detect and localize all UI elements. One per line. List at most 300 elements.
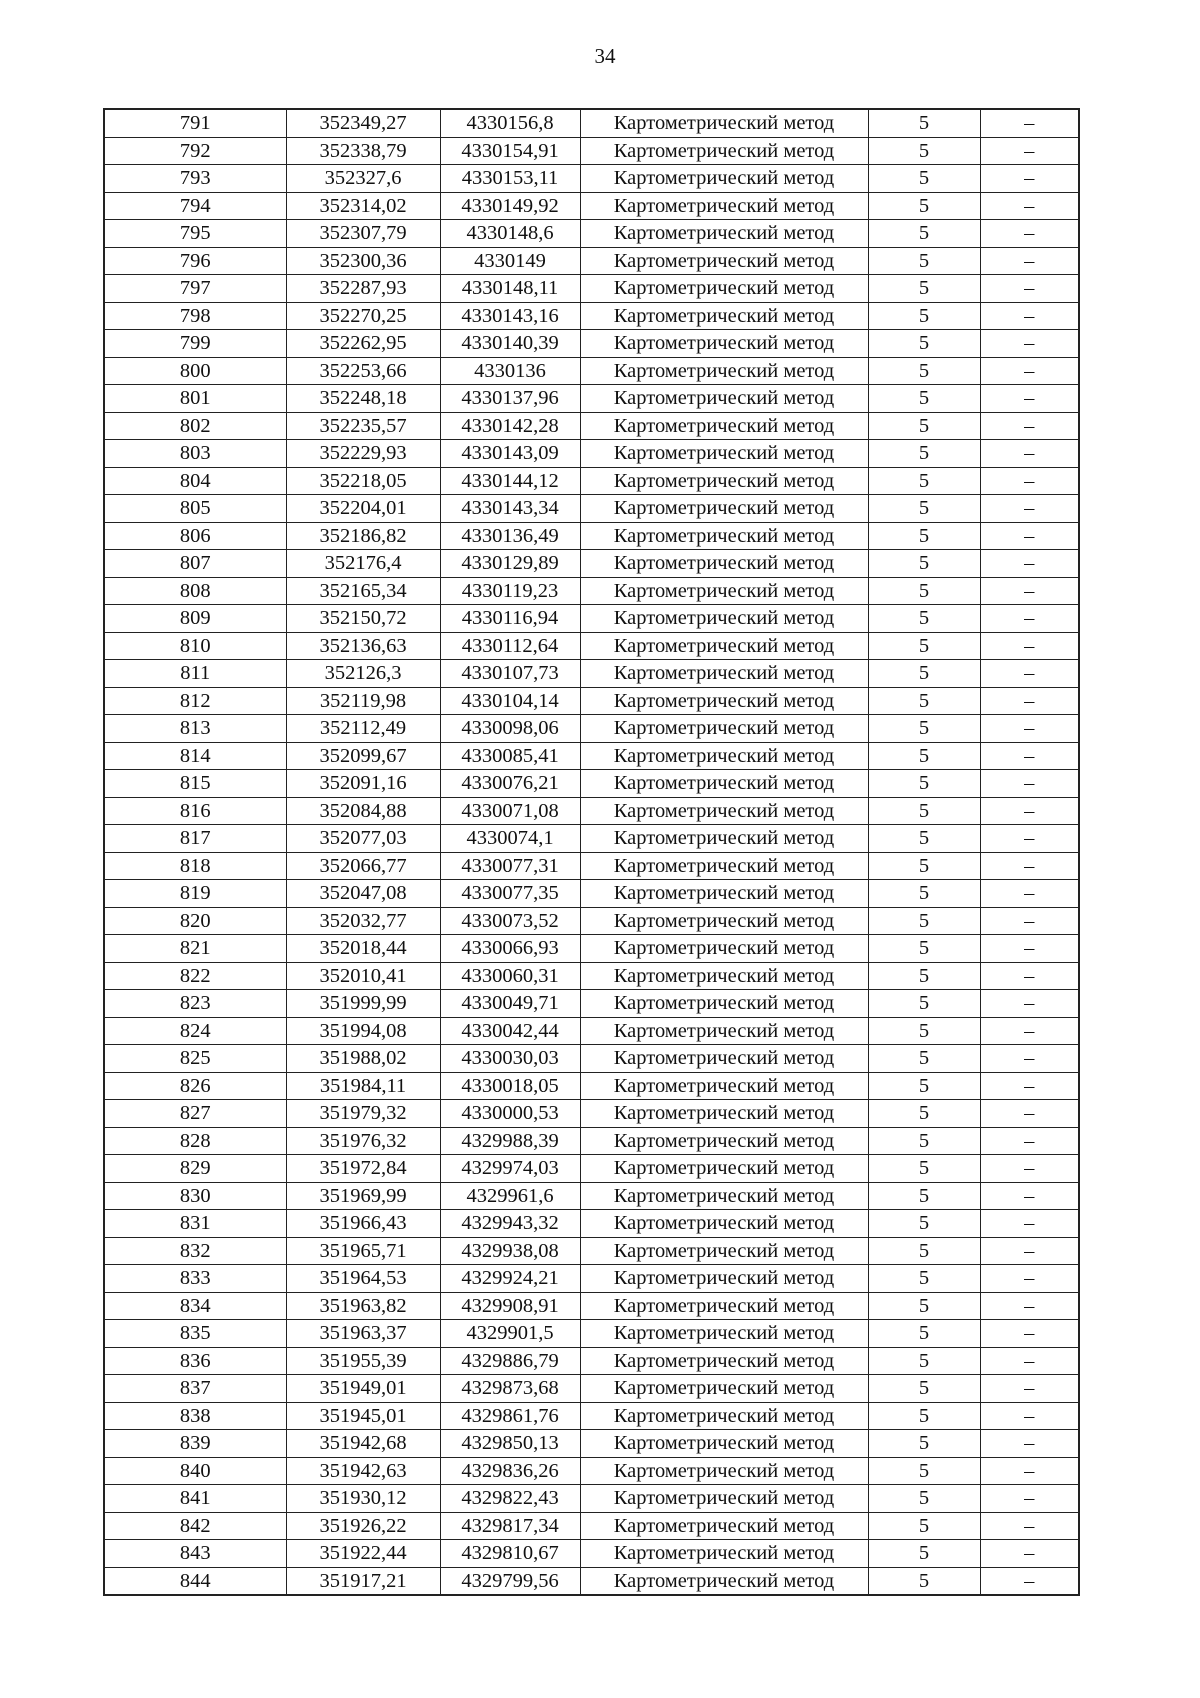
table-row — [104, 880, 1079, 908]
accuracy-cell: 5 — [868, 1485, 980, 1513]
description-cell: – — [980, 1540, 1079, 1568]
description-cell: – — [980, 1320, 1079, 1348]
description-cell: – — [980, 247, 1079, 275]
accuracy-cell: 5 — [868, 440, 980, 468]
x-coordinate-cell: 352126,3 — [286, 660, 440, 688]
accuracy-cell: 5 — [868, 1347, 980, 1375]
x-coordinate-cell: 352204,01 — [286, 495, 440, 523]
table-row — [104, 1457, 1079, 1485]
method-cell: Картометрический метод — [580, 440, 868, 468]
x-coordinate-cell: 352091,16 — [286, 770, 440, 798]
point-number-cell: 836 — [104, 1347, 286, 1375]
method-cell: Картометрический метод — [580, 275, 868, 303]
table-row — [104, 1265, 1079, 1293]
point-number-cell: 820 — [104, 907, 286, 935]
point-number-cell: 794 — [104, 192, 286, 220]
point-number-cell: 831 — [104, 1210, 286, 1238]
accuracy-cell: 5 — [868, 907, 980, 935]
x-coordinate-cell: 351988,02 — [286, 1045, 440, 1073]
method-cell: Картометрический метод — [580, 687, 868, 715]
table-row — [104, 632, 1079, 660]
table-row — [104, 852, 1079, 880]
method-cell: Картометрический метод — [580, 825, 868, 853]
accuracy-cell: 5 — [868, 1072, 980, 1100]
x-coordinate-cell: 351930,12 — [286, 1485, 440, 1513]
table-row — [104, 440, 1079, 468]
point-number-cell: 792 — [104, 137, 286, 165]
x-coordinate-cell: 352300,36 — [286, 247, 440, 275]
table-row — [104, 495, 1079, 523]
y-coordinate-cell: 4329850,13 — [440, 1430, 580, 1458]
description-cell: – — [980, 852, 1079, 880]
point-number-cell: 837 — [104, 1375, 286, 1403]
y-coordinate-cell: 4329901,5 — [440, 1320, 580, 1348]
accuracy-cell: 5 — [868, 1292, 980, 1320]
y-coordinate-cell: 4330104,14 — [440, 687, 580, 715]
table-row — [104, 1567, 1079, 1595]
x-coordinate-cell: 352186,82 — [286, 522, 440, 550]
x-coordinate-cell: 352314,02 — [286, 192, 440, 220]
x-coordinate-cell: 351945,01 — [286, 1402, 440, 1430]
y-coordinate-cell: 4329810,67 — [440, 1540, 580, 1568]
accuracy-cell: 5 — [868, 825, 980, 853]
description-cell: – — [980, 577, 1079, 605]
description-cell: – — [980, 687, 1079, 715]
x-coordinate-cell: 352235,57 — [286, 412, 440, 440]
method-cell: Картометрический метод — [580, 1265, 868, 1293]
description-cell: – — [980, 192, 1079, 220]
accuracy-cell: 5 — [868, 632, 980, 660]
accuracy-cell: 5 — [868, 1457, 980, 1485]
table-row — [104, 1375, 1079, 1403]
y-coordinate-cell: 4330154,91 — [440, 137, 580, 165]
description-cell: – — [980, 1512, 1079, 1540]
accuracy-cell: 5 — [868, 770, 980, 798]
y-coordinate-cell: 4329924,21 — [440, 1265, 580, 1293]
y-coordinate-cell: 4330042,44 — [440, 1017, 580, 1045]
x-coordinate-cell: 352229,93 — [286, 440, 440, 468]
x-coordinate-cell: 351994,08 — [286, 1017, 440, 1045]
method-cell: Картометрический метод — [580, 330, 868, 358]
table-row — [104, 935, 1079, 963]
point-number-cell: 802 — [104, 412, 286, 440]
accuracy-cell: 5 — [868, 1512, 980, 1540]
table-row — [104, 302, 1079, 330]
method-cell: Картометрический метод — [580, 1045, 868, 1073]
y-coordinate-cell: 4330098,06 — [440, 715, 580, 743]
y-coordinate-cell: 4330049,71 — [440, 990, 580, 1018]
point-number-cell: 793 — [104, 165, 286, 193]
method-cell: Картометрический метод — [580, 1127, 868, 1155]
table-row — [104, 825, 1079, 853]
y-coordinate-cell: 4329961,6 — [440, 1182, 580, 1210]
accuracy-cell: 5 — [868, 165, 980, 193]
x-coordinate-cell: 351972,84 — [286, 1155, 440, 1183]
point-number-cell: 843 — [104, 1540, 286, 1568]
x-coordinate-cell: 351965,71 — [286, 1237, 440, 1265]
point-number-cell: 842 — [104, 1512, 286, 1540]
method-cell: Картометрический метод — [580, 632, 868, 660]
description-cell: – — [980, 990, 1079, 1018]
method-cell: Картометрический метод — [580, 1347, 868, 1375]
point-number-cell: 796 — [104, 247, 286, 275]
method-cell: Картометрический метод — [580, 467, 868, 495]
method-cell: Картометрический метод — [580, 880, 868, 908]
method-cell: Картометрический метод — [580, 797, 868, 825]
point-number-cell: 817 — [104, 825, 286, 853]
x-coordinate-cell: 352253,66 — [286, 357, 440, 385]
accuracy-cell: 5 — [868, 412, 980, 440]
x-coordinate-cell: 351976,32 — [286, 1127, 440, 1155]
table-row — [104, 1100, 1079, 1128]
table-row — [104, 1347, 1079, 1375]
y-coordinate-cell: 4330144,12 — [440, 467, 580, 495]
description-cell: – — [980, 797, 1079, 825]
accuracy-cell: 5 — [868, 880, 980, 908]
x-coordinate-cell: 351999,99 — [286, 990, 440, 1018]
description-cell: – — [980, 550, 1079, 578]
accuracy-cell: 5 — [868, 109, 980, 137]
accuracy-cell: 5 — [868, 1320, 980, 1348]
y-coordinate-cell: 4330153,11 — [440, 165, 580, 193]
method-cell: Картометрический метод — [580, 990, 868, 1018]
accuracy-cell: 5 — [868, 1100, 980, 1128]
accuracy-cell: 5 — [868, 1375, 980, 1403]
x-coordinate-cell: 352270,25 — [286, 302, 440, 330]
method-cell: Картометрический метод — [580, 935, 868, 963]
method-cell: Картометрический метод — [580, 852, 868, 880]
method-cell: Картометрический метод — [580, 1430, 868, 1458]
table-row — [104, 577, 1079, 605]
y-coordinate-cell: 4329861,76 — [440, 1402, 580, 1430]
y-coordinate-cell: 4330119,23 — [440, 577, 580, 605]
point-number-cell: 810 — [104, 632, 286, 660]
coordinates-table — [103, 108, 1080, 1596]
x-coordinate-cell: 352248,18 — [286, 385, 440, 413]
y-coordinate-cell: 4330149,92 — [440, 192, 580, 220]
table-row — [104, 137, 1079, 165]
y-coordinate-cell: 4330066,93 — [440, 935, 580, 963]
table-row — [104, 330, 1079, 358]
accuracy-cell: 5 — [868, 852, 980, 880]
point-number-cell: 825 — [104, 1045, 286, 1073]
x-coordinate-cell: 352077,03 — [286, 825, 440, 853]
accuracy-cell: 5 — [868, 1045, 980, 1073]
point-number-cell: 816 — [104, 797, 286, 825]
description-cell: – — [980, 1155, 1079, 1183]
x-coordinate-cell: 351922,44 — [286, 1540, 440, 1568]
y-coordinate-cell: 4329988,39 — [440, 1127, 580, 1155]
point-number-cell: 835 — [104, 1320, 286, 1348]
accuracy-cell: 5 — [868, 1127, 980, 1155]
method-cell: Картометрический метод — [580, 742, 868, 770]
x-coordinate-cell: 351955,39 — [286, 1347, 440, 1375]
description-cell: – — [980, 660, 1079, 688]
accuracy-cell: 5 — [868, 302, 980, 330]
accuracy-cell: 5 — [868, 660, 980, 688]
method-cell: Картометрический метод — [580, 1155, 868, 1183]
y-coordinate-cell: 4330077,35 — [440, 880, 580, 908]
y-coordinate-cell: 4330030,03 — [440, 1045, 580, 1073]
description-cell: – — [980, 1457, 1079, 1485]
description-cell: – — [980, 495, 1079, 523]
accuracy-cell: 5 — [868, 577, 980, 605]
point-number-cell: 812 — [104, 687, 286, 715]
description-cell: – — [980, 467, 1079, 495]
point-number-cell: 830 — [104, 1182, 286, 1210]
method-cell: Картометрический метод — [580, 302, 868, 330]
table-row — [104, 1292, 1079, 1320]
method-cell: Картометрический метод — [580, 770, 868, 798]
description-cell: – — [980, 275, 1079, 303]
accuracy-cell: 5 — [868, 1567, 980, 1595]
method-cell: Картометрический метод — [580, 1017, 868, 1045]
table-row — [104, 220, 1079, 248]
method-cell: Картометрический метод — [580, 165, 868, 193]
description-cell: – — [980, 1182, 1079, 1210]
table-row — [104, 357, 1079, 385]
method-cell: Картометрический метод — [580, 192, 868, 220]
y-coordinate-cell: 4330140,39 — [440, 330, 580, 358]
method-cell: Картометрический метод — [580, 1182, 868, 1210]
table-row — [104, 742, 1079, 770]
table-row — [104, 1155, 1079, 1183]
point-number-cell: 844 — [104, 1567, 286, 1595]
accuracy-cell: 5 — [868, 1430, 980, 1458]
description-cell: – — [980, 1485, 1079, 1513]
table-row — [104, 715, 1079, 743]
description-cell: – — [980, 1347, 1079, 1375]
description-cell: – — [980, 605, 1079, 633]
point-number-cell: 795 — [104, 220, 286, 248]
y-coordinate-cell: 4330142,28 — [440, 412, 580, 440]
description-cell: – — [980, 1100, 1079, 1128]
accuracy-cell: 5 — [868, 962, 980, 990]
table-row — [104, 165, 1079, 193]
description-cell: – — [980, 165, 1079, 193]
point-number-cell: 829 — [104, 1155, 286, 1183]
y-coordinate-cell: 4330060,31 — [440, 962, 580, 990]
x-coordinate-cell: 351949,01 — [286, 1375, 440, 1403]
y-coordinate-cell: 4329943,32 — [440, 1210, 580, 1238]
y-coordinate-cell: 4330085,41 — [440, 742, 580, 770]
x-coordinate-cell: 352119,98 — [286, 687, 440, 715]
description-cell: – — [980, 302, 1079, 330]
x-coordinate-cell: 352150,72 — [286, 605, 440, 633]
description-cell: – — [980, 742, 1079, 770]
point-number-cell: 814 — [104, 742, 286, 770]
x-coordinate-cell: 352176,4 — [286, 550, 440, 578]
table-row — [104, 907, 1079, 935]
accuracy-cell: 5 — [868, 1540, 980, 1568]
accuracy-cell: 5 — [868, 275, 980, 303]
accuracy-cell: 5 — [868, 742, 980, 770]
table-row — [104, 1127, 1079, 1155]
table-row — [104, 467, 1079, 495]
method-cell: Картометрический метод — [580, 137, 868, 165]
method-cell: Картометрический метод — [580, 1512, 868, 1540]
point-number-cell: 824 — [104, 1017, 286, 1045]
x-coordinate-cell: 351963,37 — [286, 1320, 440, 1348]
description-cell: – — [980, 1072, 1079, 1100]
y-coordinate-cell: 4330129,89 — [440, 550, 580, 578]
description-cell: – — [980, 962, 1079, 990]
table-row — [104, 1045, 1079, 1073]
method-cell: Картометрический метод — [580, 660, 868, 688]
x-coordinate-cell: 352338,79 — [286, 137, 440, 165]
accuracy-cell: 5 — [868, 1017, 980, 1045]
method-cell: Картометрический метод — [580, 1237, 868, 1265]
method-cell: Картометрический метод — [580, 495, 868, 523]
point-number-cell: 823 — [104, 990, 286, 1018]
point-number-cell: 834 — [104, 1292, 286, 1320]
description-cell: – — [980, 770, 1079, 798]
y-coordinate-cell: 4330136 — [440, 357, 580, 385]
description-cell: – — [980, 1567, 1079, 1595]
y-coordinate-cell: 4330136,49 — [440, 522, 580, 550]
accuracy-cell: 5 — [868, 1237, 980, 1265]
accuracy-cell: 5 — [868, 330, 980, 358]
point-number-cell: 813 — [104, 715, 286, 743]
y-coordinate-cell: 4330073,52 — [440, 907, 580, 935]
table-row — [104, 1320, 1079, 1348]
point-number-cell: 841 — [104, 1485, 286, 1513]
table-row — [104, 990, 1079, 1018]
y-coordinate-cell: 4330148,6 — [440, 220, 580, 248]
method-cell: Картометрический метод — [580, 577, 868, 605]
x-coordinate-cell: 351979,32 — [286, 1100, 440, 1128]
x-coordinate-cell: 352349,27 — [286, 109, 440, 137]
point-number-cell: 803 — [104, 440, 286, 468]
description-cell: – — [980, 632, 1079, 660]
x-coordinate-cell: 351969,99 — [286, 1182, 440, 1210]
point-number-cell: 819 — [104, 880, 286, 908]
page-number: 34 — [594, 44, 616, 68]
accuracy-cell: 5 — [868, 715, 980, 743]
x-coordinate-cell: 351966,43 — [286, 1210, 440, 1238]
x-coordinate-cell: 352084,88 — [286, 797, 440, 825]
description-cell: – — [980, 907, 1079, 935]
point-number-cell: 801 — [104, 385, 286, 413]
description-cell: – — [980, 1237, 1079, 1265]
point-number-cell: 822 — [104, 962, 286, 990]
method-cell: Картометрический метод — [580, 412, 868, 440]
description-cell: – — [980, 880, 1079, 908]
x-coordinate-cell: 352327,6 — [286, 165, 440, 193]
accuracy-cell: 5 — [868, 1265, 980, 1293]
accuracy-cell: 5 — [868, 1155, 980, 1183]
y-coordinate-cell: 4330149 — [440, 247, 580, 275]
x-coordinate-cell: 352218,05 — [286, 467, 440, 495]
table-row — [104, 1072, 1079, 1100]
y-coordinate-cell: 4330112,64 — [440, 632, 580, 660]
y-coordinate-cell: 4329938,08 — [440, 1237, 580, 1265]
description-cell: – — [980, 935, 1079, 963]
table-row — [104, 797, 1079, 825]
table-row — [104, 770, 1079, 798]
point-number-cell: 807 — [104, 550, 286, 578]
x-coordinate-cell: 351917,21 — [286, 1567, 440, 1595]
method-cell: Картометрический метод — [580, 1402, 868, 1430]
method-cell: Картометрический метод — [580, 1100, 868, 1128]
y-coordinate-cell: 4330076,21 — [440, 770, 580, 798]
method-cell: Картометрический метод — [580, 220, 868, 248]
accuracy-cell: 5 — [868, 467, 980, 495]
point-number-cell: 833 — [104, 1265, 286, 1293]
table-row — [104, 1430, 1079, 1458]
y-coordinate-cell: 4329817,34 — [440, 1512, 580, 1540]
description-cell: – — [980, 1210, 1079, 1238]
y-coordinate-cell: 4330116,94 — [440, 605, 580, 633]
description-cell: – — [980, 220, 1079, 248]
accuracy-cell: 5 — [868, 605, 980, 633]
method-cell: Картометрический метод — [580, 1457, 868, 1485]
point-number-cell: 827 — [104, 1100, 286, 1128]
table-row — [104, 1237, 1079, 1265]
description-cell: – — [980, 330, 1079, 358]
point-number-cell: 808 — [104, 577, 286, 605]
table-row — [104, 962, 1079, 990]
point-number-cell: 797 — [104, 275, 286, 303]
description-cell: – — [980, 1127, 1079, 1155]
x-coordinate-cell: 352099,67 — [286, 742, 440, 770]
x-coordinate-cell: 352018,44 — [286, 935, 440, 963]
x-coordinate-cell: 352307,79 — [286, 220, 440, 248]
y-coordinate-cell: 4330143,09 — [440, 440, 580, 468]
x-coordinate-cell: 352136,63 — [286, 632, 440, 660]
table-row — [104, 687, 1079, 715]
point-number-cell: 832 — [104, 1237, 286, 1265]
description-cell: – — [980, 412, 1079, 440]
y-coordinate-cell: 4330148,11 — [440, 275, 580, 303]
x-coordinate-cell: 352066,77 — [286, 852, 440, 880]
accuracy-cell: 5 — [868, 935, 980, 963]
accuracy-cell: 5 — [868, 990, 980, 1018]
y-coordinate-cell: 4330018,05 — [440, 1072, 580, 1100]
description-cell: – — [980, 522, 1079, 550]
y-coordinate-cell: 4330143,34 — [440, 495, 580, 523]
y-coordinate-cell: 4329974,03 — [440, 1155, 580, 1183]
y-coordinate-cell: 4330107,73 — [440, 660, 580, 688]
point-number-cell: 818 — [104, 852, 286, 880]
description-cell: – — [980, 1265, 1079, 1293]
table-row — [104, 385, 1079, 413]
y-coordinate-cell: 4330156,8 — [440, 109, 580, 137]
method-cell: Картометрический метод — [580, 1567, 868, 1595]
x-coordinate-cell: 352047,08 — [286, 880, 440, 908]
table-row — [104, 1017, 1079, 1045]
accuracy-cell: 5 — [868, 550, 980, 578]
accuracy-cell: 5 — [868, 797, 980, 825]
table-row — [104, 109, 1079, 137]
point-number-cell: 806 — [104, 522, 286, 550]
accuracy-cell: 5 — [868, 220, 980, 248]
description-cell: – — [980, 825, 1079, 853]
method-cell: Картометрический метод — [580, 1072, 868, 1100]
y-coordinate-cell: 4329799,56 — [440, 1567, 580, 1595]
description-cell: – — [980, 1017, 1079, 1045]
y-coordinate-cell: 4329822,43 — [440, 1485, 580, 1513]
description-cell: – — [980, 1375, 1079, 1403]
accuracy-cell: 5 — [868, 687, 980, 715]
accuracy-cell: 5 — [868, 247, 980, 275]
accuracy-cell: 5 — [868, 385, 980, 413]
description-cell: – — [980, 1292, 1079, 1320]
method-cell: Картометрический метод — [580, 907, 868, 935]
y-coordinate-cell: 4330077,31 — [440, 852, 580, 880]
y-coordinate-cell: 4330143,16 — [440, 302, 580, 330]
method-cell: Картометрический метод — [580, 1375, 868, 1403]
